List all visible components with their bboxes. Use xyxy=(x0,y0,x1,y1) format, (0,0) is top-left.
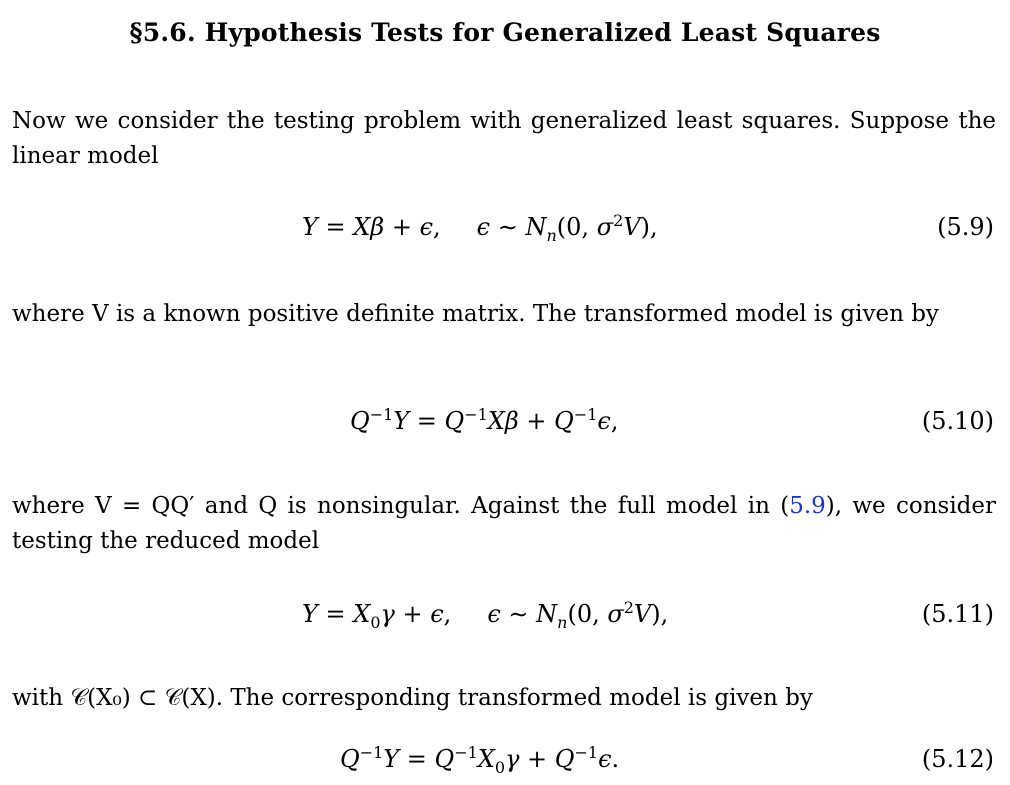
paragraph-reduced-text-b: ), we consider testing the reduced model xyxy=(12,493,997,554)
equation-5-10-body: $Q^{-1}Y = Q^{-1}X\beta + Q^{-1}\epsilon$, xyxy=(350,405,619,435)
equation-5-12-number: (5.12) xyxy=(921,745,994,773)
equation-5-11-number: (5.11) xyxy=(921,600,994,628)
paragraph-transformed: where V is a known positive definite matrix. The transformed model is given by xyxy=(12,301,939,327)
equation-5-9-link[interactable]: 5.9 xyxy=(789,493,826,519)
paragraph-reduced-text-a: where V = QQ′ and Q is nonsingular. Against the full model in ( xyxy=(12,493,790,519)
equation-5-9 xyxy=(0,213,1010,253)
paragraph-corresponding: with 𝒞(X₀) ⊂ 𝒞(X). The corresponding transformed model is given by xyxy=(12,685,813,711)
equation-5-9-body: Y = Xβ + ϵ, ϵ ∼ $N_n(0$, $\sigma^2V$), xyxy=(302,211,658,245)
equation-5-9-number: (5.9) xyxy=(937,213,994,241)
equation-5-11 xyxy=(0,600,1010,640)
paragraph-intro: Now we consider the testing problem with generalized least squares. Suppose the linear model xyxy=(12,108,996,169)
equation-5-10 xyxy=(0,407,1010,447)
equation-5-12-body: $Q^{-1}Y = Q^{-1}X_0\gamma + Q^{-1}\epsilon$. xyxy=(340,743,620,777)
equation-5-10-number: (5.10) xyxy=(921,407,994,435)
equation-5-11-body: $Y = X_0\gamma + \epsilon$, ϵ ∼ $N_n(0$, $\sigma^2V$), xyxy=(302,598,669,632)
equation-5-12 xyxy=(0,745,1010,785)
section-title: §5.6. Hypothesis Tests for Generalized Least Squares xyxy=(129,18,881,47)
paragraph-reduced xyxy=(12,489,996,559)
